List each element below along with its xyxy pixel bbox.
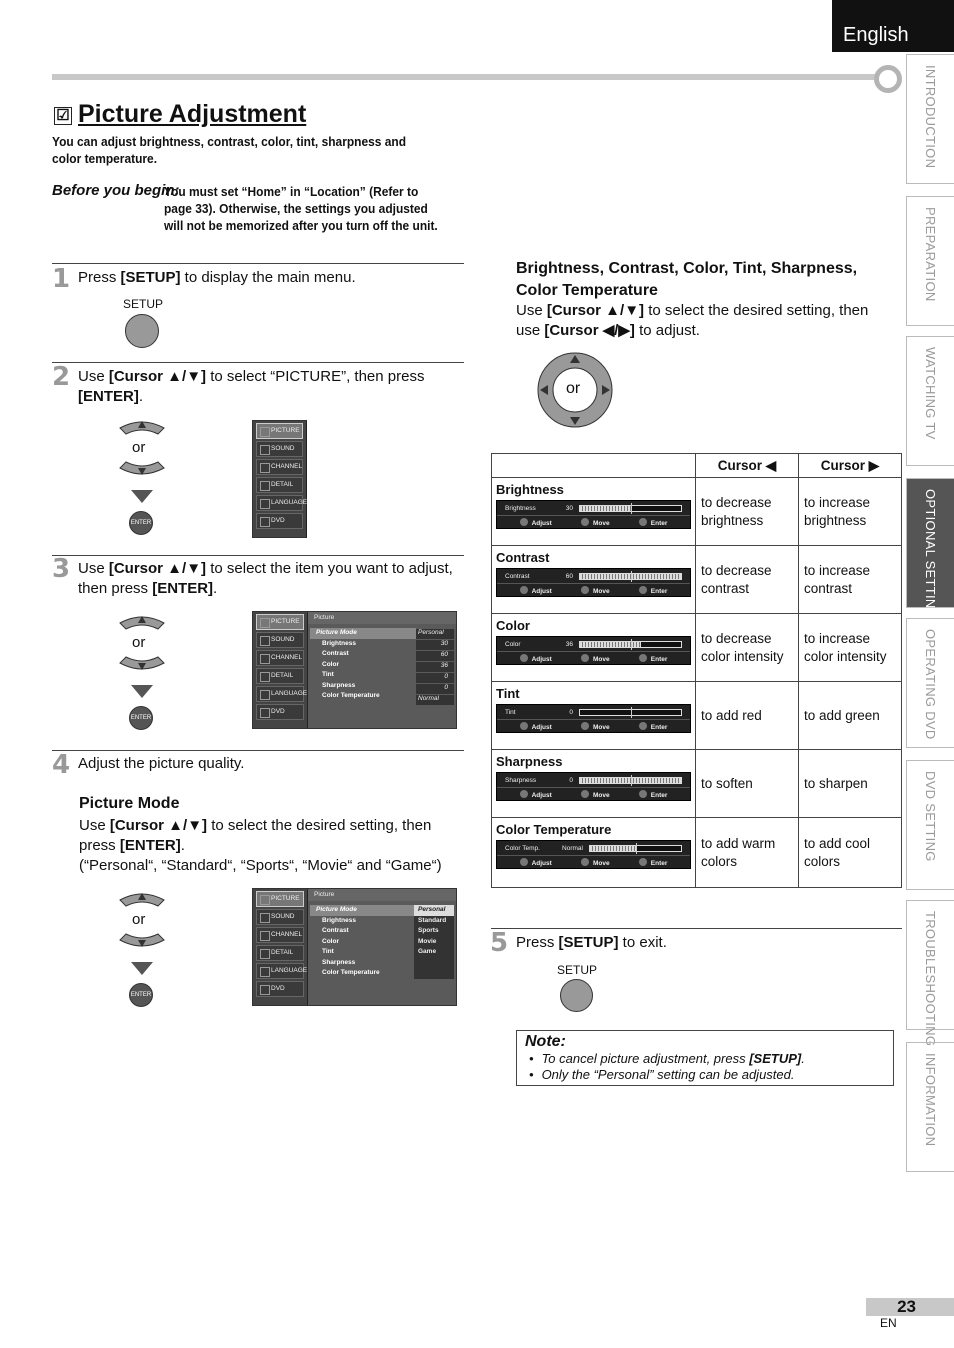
submenu-value: Personal [416,629,454,639]
cursor-left-effect: to decrease contrast [696,546,799,614]
step-divider [52,263,464,264]
submenu-item: Contrast [322,927,349,934]
cursor-left-effect: to add warm colors [696,818,799,888]
side-tab-troubleshooting[interactable] [906,900,954,1047]
table-row [492,682,902,750]
menu-item-sound: SOUND [256,441,303,457]
settings-table [491,453,902,888]
menu-item-sound: SOUND [256,632,304,648]
osd-label: Tint [505,708,516,716]
osd-slider: Color 36 Adjust Move Enter [496,636,691,665]
arrow-down-icon [131,685,153,699]
page-title [54,100,306,129]
page-number: 23 [866,1298,954,1316]
main-menu-screen [252,420,307,538]
cursor-right-effect: to increase brightness [799,478,902,546]
submenu-item: Picture Mode [310,905,414,916]
osd-slider: Sharpness 0 Adjust Move Enter [496,772,691,801]
step-2-text: Use [Cursor ▲/▼] to select “PICTURE”, then press [ENTER]. [78,368,425,405]
enter-icon [639,586,647,594]
menu-item-sound: SOUND [256,909,304,925]
menu-item-dvd: DVD [256,704,304,720]
osd-level [580,506,631,511]
osd-level [590,846,636,851]
enter-button-icon: ENTER [129,706,153,730]
osd-slider: Tint 0 Adjust Move Enter [496,704,691,733]
side-tab-label: INFORMATION [923,1053,938,1147]
step-5-text: Press [SETUP] to exit. [516,934,667,951]
page-title-text: Picture Adjustment [78,100,307,128]
checkbox-icon: ☑ [54,107,72,125]
menu-item-language: LANGUAGE [256,686,304,702]
mode-option: Standard [418,916,447,924]
cursor-right-effect: to sharpen [799,750,902,818]
menu-item-language: LANGUAGE [256,495,303,511]
table-row [492,614,902,682]
before-label: Before you begin: [52,182,180,199]
adjust-icon [520,586,528,594]
submenu-item: Color [322,660,339,668]
setting-name: Color [496,618,530,633]
submenu-item: Brightness [322,916,356,924]
setup-button-icon [125,314,159,348]
side-tab-preparation[interactable] [906,196,954,326]
osd-value: 0 [569,776,573,784]
side-tab-information[interactable] [906,1042,954,1172]
side-tab-label: OPTIONAL SETTING [923,489,938,620]
menu-item-channel: CHANNEL [256,927,304,943]
submenu-item: Tint [322,948,334,955]
osd-label: Color Temp. [505,844,540,852]
mode-option: Personal [414,905,454,916]
table-row [492,750,902,818]
side-tab-label: WATCHING TV [923,347,938,440]
menu-item-dvd: DVD [256,513,303,529]
cursor-left-effect: to add red [696,682,799,750]
picture-mode-text: Use [Cursor ▲/▼] to select the desired setting, then press [ENTER]. (“Personal“, “Standard“, “Sports“, “Movie“ and “Game“) [79,817,442,874]
step-number: 4 [52,750,71,780]
enter-button-icon: ENTER [129,983,153,1007]
enter-icon [639,858,647,866]
submenu-item: Color Temperature [322,969,380,976]
adjust-icon [520,722,528,730]
submenu-item: Color Temperature [322,692,380,699]
move-icon [581,790,589,798]
setting-name: Brightness [496,482,564,497]
step-3-text: Use [Cursor ▲/▼] to select the item you want to adjust, then press [ENTER]. [78,560,453,597]
menu-item-detail: DETAIL [256,945,304,961]
submenu-title: Picture [308,889,456,901]
enter-icon [639,654,647,662]
osd-value: 30 [565,504,573,512]
picture-submenu-screen [252,611,457,729]
or-label: or [132,911,146,928]
submenu-item: Sharpness [322,958,356,966]
osd-slider: Brightness 30 Adjust Move Enter [496,500,691,529]
enter-icon [639,790,647,798]
submenu-item: Sharpness [322,681,356,689]
step-number: 2 [52,362,71,392]
top-rule [52,74,876,80]
setup-button-icon [560,979,593,1012]
osd-label: Color [505,640,521,648]
arrow-down-icon [131,962,153,976]
mode-option: Movie [418,937,437,945]
cursor-right-effect: to add green [799,682,902,750]
menu-item-detail: DETAIL [256,668,304,684]
cursor-right-effect: to increase contrast [799,546,902,614]
setting-name: Sharpness [496,754,563,769]
cursor-right-effect: to increase color intensity [799,614,902,682]
cursor-left-effect: to soften [696,750,799,818]
submenu-item: Picture Mode [310,628,416,639]
step-number: 5 [490,928,509,958]
menu-item-language: LANGUAGE [256,963,304,979]
submenu-value: 0 [416,684,454,694]
note-item: • Only the “Personal” setting can be adjusted. [529,1067,885,1083]
table-row [492,478,902,546]
page-lang: EN [880,1316,897,1330]
side-tab-label: INTRODUCTION [923,65,938,169]
side-tab-dvd-setting[interactable] [906,760,954,890]
or-label: or [566,380,581,397]
submenu-value: 30 [416,640,454,650]
move-icon [581,518,589,526]
setting-name: Contrast [496,550,550,565]
note-item: • To cancel picture adjustment, press [SETUP]. [529,1051,885,1067]
top-rule-circle [874,65,902,93]
adjust-icon [520,518,528,526]
col-cursor-right: Cursor ▶ [799,454,902,478]
side-tab-watching-tv[interactable] [906,336,954,466]
submenu-value: 0 [416,673,454,683]
osd-label: Brightness [505,504,536,512]
osd-label: Contrast [505,572,530,580]
mode-option: Sports [418,927,439,934]
step-number: 3 [52,554,71,584]
step-1-text: Press [SETUP] to display the main menu. [78,269,356,286]
step-4-text: Adjust the picture quality. [78,755,245,772]
side-tab-introduction[interactable] [906,54,954,184]
intro-text: You can adjust brightness, contrast, color, tint, sharpness and color temperature. [52,134,406,166]
side-tab-operating-dvd[interactable] [906,618,954,748]
enter-button-icon: ENTER [129,511,153,535]
adjust-icon [520,654,528,662]
menu-item-channel: CHANNEL [256,459,303,475]
table-row [492,546,902,614]
move-icon [581,858,589,866]
submenu-value: 36 [416,662,454,672]
menu-item-picture: PICTURE [256,891,304,907]
submenu-item: Brightness [322,639,356,647]
menu-item-detail: DETAIL [256,477,303,493]
enter-icon [639,518,647,526]
step-divider [52,750,464,751]
move-icon [581,586,589,594]
enter-icon [639,722,647,730]
menu-item-picture: PICTURE [256,614,304,630]
arrow-down-icon [131,490,153,504]
before-text: You must set “Home” in “Location” (Refer to page 33). Otherwise, the settings you adjusted will not be memorized after you turn off the unit. [164,184,438,233]
cursor-right-effect: to add cool colors [799,818,902,888]
note-box [516,1030,894,1086]
osd-value: Normal [562,844,583,852]
setup-label: SETUP [122,297,163,311]
adjust-heading: Brightness, Contrast, Color, Tint, Sharpness, Color Temperature [516,260,858,299]
adjust-icon [520,790,528,798]
setting-name: Tint [496,686,520,701]
or-label: or [132,634,146,651]
osd-label: Sharpness [505,776,537,784]
table-row [492,818,902,888]
osd-slider: Contrast 60 Adjust Move Enter [496,568,691,597]
submenu-item: Color [322,937,339,945]
submenu-value: 60 [416,651,454,661]
osd-value: 60 [565,572,573,580]
menu-item-picture: PICTURE [256,423,303,439]
step-divider [491,928,902,929]
side-tab-label: OPERATING DVD [923,629,938,740]
step-number: 1 [52,264,71,294]
osd-value: 0 [569,708,573,716]
setup-label: SETUP [556,963,597,977]
move-icon [581,654,589,662]
submenu-title: Picture [308,612,456,624]
cursor-left-effect: to decrease color intensity [696,614,799,682]
side-tab-optional-setting[interactable] [906,478,954,620]
submenu-item: Tint [322,671,334,678]
adjust-icon [520,858,528,866]
picture-mode-heading: Picture Mode [79,795,180,812]
osd-value: 36 [565,640,573,648]
side-tab-label: TROUBLESHOOTING [923,911,938,1047]
menu-item-channel: CHANNEL [256,650,304,666]
submenu-value: Normal [416,695,454,705]
side-tab-label: PREPARATION [923,207,938,302]
osd-slider: Color Temp. Normal Adjust Move Enter [496,840,691,869]
setting-name: Color Temperature [496,822,612,837]
col-cursor-left: Cursor ◀ [696,454,799,478]
step-divider [52,555,464,556]
mode-option: Game [418,948,437,955]
step-divider [52,362,464,363]
cursor-left-effect: to decrease brightness [696,478,799,546]
language-tab: English [832,0,954,52]
menu-item-dvd: DVD [256,981,304,997]
submenu-item: Contrast [322,650,349,657]
adjust-text: Use [Cursor ▲/▼] to select the desired setting, then use [Cursor ◀/▶] to adjust. [516,302,869,339]
move-icon [581,722,589,730]
picture-mode-screen [252,888,457,1006]
side-tab-label: DVD SETTING [923,771,938,862]
note-title: Note: [525,1033,566,1050]
or-label: or [132,439,146,456]
